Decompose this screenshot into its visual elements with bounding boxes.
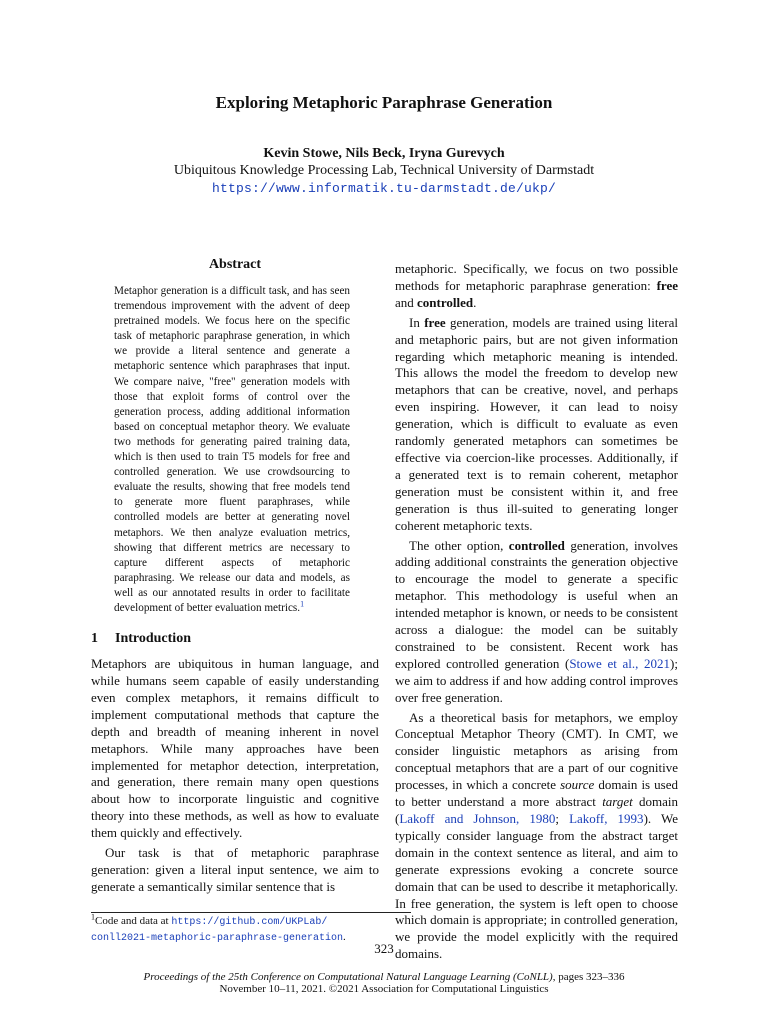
- page-number: 323: [374, 941, 394, 956]
- paper-title: Exploring Metaphoric Paraphrase Generation: [215, 93, 553, 112]
- text-run: domain (: [395, 794, 679, 826]
- section-number: 1: [91, 631, 98, 647]
- footnote-ref-1[interactable]: 1: [300, 599, 305, 609]
- text-run: The other option,: [409, 537, 504, 553]
- text-run: As a theoretical basis for metaphors, we employ Conceptual Metaphor Theory (CMT). In CMT, we consider linguistic metaphors as arising from conceptual metaphors that are a part of our cognitive processes, in which a concrete: [395, 709, 678, 793]
- citation-stowe-2021[interactable]: Stowe et al., 2021: [569, 655, 671, 671]
- term-target: target: [602, 794, 633, 810]
- text-run: generation, involves adding additional constraints the generation objective to encourage the model to generate a specific metaphor. This methodology is useful when an intended metaphor is known, or needs to be consistent across a dialogue: the model can be suitably constrained to be consistent. Recent work has explored controlled generation (: [395, 537, 678, 671]
- code-url-link-continued[interactable]: conll2021-metaphoric-paraphrase-generation: [91, 933, 344, 944]
- citation-lakoff-johnson-1980[interactable]: Lakoff and Johnson, 1980: [399, 811, 556, 826]
- page-footer: [0, 971, 768, 995]
- right-paragraph-3: [395, 710, 678, 964]
- affiliation: Ubiquitous Knowledge Processing Lab, Technical University of Darmstadt: [173, 163, 595, 178]
- text-run: ;: [555, 811, 570, 826]
- text-run: In: [409, 314, 420, 330]
- right-paragraph-0: [395, 261, 678, 312]
- author-list: Kevin Stowe, Nils Beck, Iryna Gurevych: [263, 146, 505, 161]
- text-run: metaphoric. Specifically, we focus on two possible methods for metaphoric paraphrase generation:: [395, 261, 678, 293]
- section-title: Introduction: [115, 631, 191, 647]
- term-controlled: controlled: [508, 537, 565, 553]
- abstract-text: [114, 284, 350, 616]
- term-controlled: controlled: [417, 294, 474, 310]
- text-run: generation, models are trained using literal and metaphoric pairs, but are not given information regarding which metaphoric meaning is intended. This allows the model the freedom to develop new metaphors that can be creative, novel, and perhaps even inspiring. However, it can lead to noisy generation, which is difficult to evaluate as even randomly generated metaphors can sometimes be effective via coercion-like processes. Additionally, if a generated text is to remain coherent, metaphor generation must be consistent within it, and free generation is thus ill-suited to generating longer coherent metaphoric texts.: [395, 314, 678, 533]
- proceedings-title: Proceedings of the 25th Conference on Computational Natural Language Learning (CoNLL): [143, 971, 553, 983]
- abstract-heading: Abstract: [208, 257, 262, 272]
- footnote-mark: 1: [91, 912, 95, 922]
- footer-line-1: [0, 971, 768, 983]
- text-run: ); we aim to address if and how adding control improves over free generation.: [395, 655, 678, 705]
- term-free: free: [656, 277, 678, 293]
- footer-line-2: November 10–11, 2021. ©2021 Association for Computational Linguistics: [219, 983, 549, 995]
- term-free: free: [424, 314, 446, 330]
- lab-url-link[interactable]: https://www.informatik.tu-darmstadt.de/ukp/: [211, 181, 557, 196]
- abstract-body: Metaphor generation is a difficult task, and has seen tremendous improvement with the advent of deep pretrained models. We focus here on the specific task of metaphoric paraphrase generation, in which we provide a literal sentence and generate a metaphoric sentence which paraphrases that input. We compare naive, "free" generation models with those that exploit forms of control over the generation process, adding additional information based on conceptual metaphor theory. We evaluate two methods for generating paired training data, which is then used to train T5 models for free and controlled generation. We use crowdsourcing to evaluate the results, showing that free models tend to generate more fluent paraphrases, while controlled models are better at generating novel metaphors. We then analyze evaluation metrics, showing that different metrics are necessary to capture different aspects of metaphoric paraphrasing. We release our data and models, as well as our annotated results in order to facilitate development of better evaluation metrics.: [114, 285, 350, 614]
- text-run: ). We typically consider language from the abstract target domain in the context sentence as literal, and aim to generate expressions evoking a concrete source domain that can be used to describe it metaphorically. In free generation, the system is left open to choose which domain is appropriate; in controlled generation, we provide the model explicitly with the required domains.: [395, 811, 678, 962]
- text-run: .: [473, 294, 477, 310]
- page-range: , pages 323–336: [552, 971, 625, 983]
- right-paragraph-2: [395, 538, 678, 707]
- text-run: domain is used to better understand a more abstract: [395, 777, 679, 810]
- code-url-link[interactable]: https://github.com/UKPLab/: [171, 917, 328, 928]
- right-column: [395, 261, 678, 963]
- footnote-line: [91, 914, 411, 930]
- term-source: source: [560, 777, 595, 793]
- right-paragraph-1: [395, 315, 678, 535]
- text-run: .: [343, 931, 346, 943]
- citation-lakoff-1993[interactable]: Lakoff, 1993: [569, 811, 644, 826]
- left-column: [91, 257, 379, 896]
- section-heading-introduction: [91, 631, 379, 647]
- text-run: and: [395, 294, 414, 310]
- intro-paragraph-1: Metaphors are ubiquitous in human language, and while humans seem capable of easily understanding even complex metaphors, it remains difficult to implement computational methods that capture the depth and breadth of meaning inherent in novel metaphors. While many approaches have been implemented for metaphor detection, interpretation, and generation, there remain many open questions about how to incorporate linguistic and cognitive theory into these methods, as well as how to evaluate them quickly and effectively.: [91, 656, 379, 841]
- footnote-prefix: Code and data at: [95, 915, 169, 927]
- intro-paragraph-2: Our task is that of metaphoric paraphrase generation: given a literal input sentence, we aim to generate a semantically similar sentence that is: [91, 845, 379, 894]
